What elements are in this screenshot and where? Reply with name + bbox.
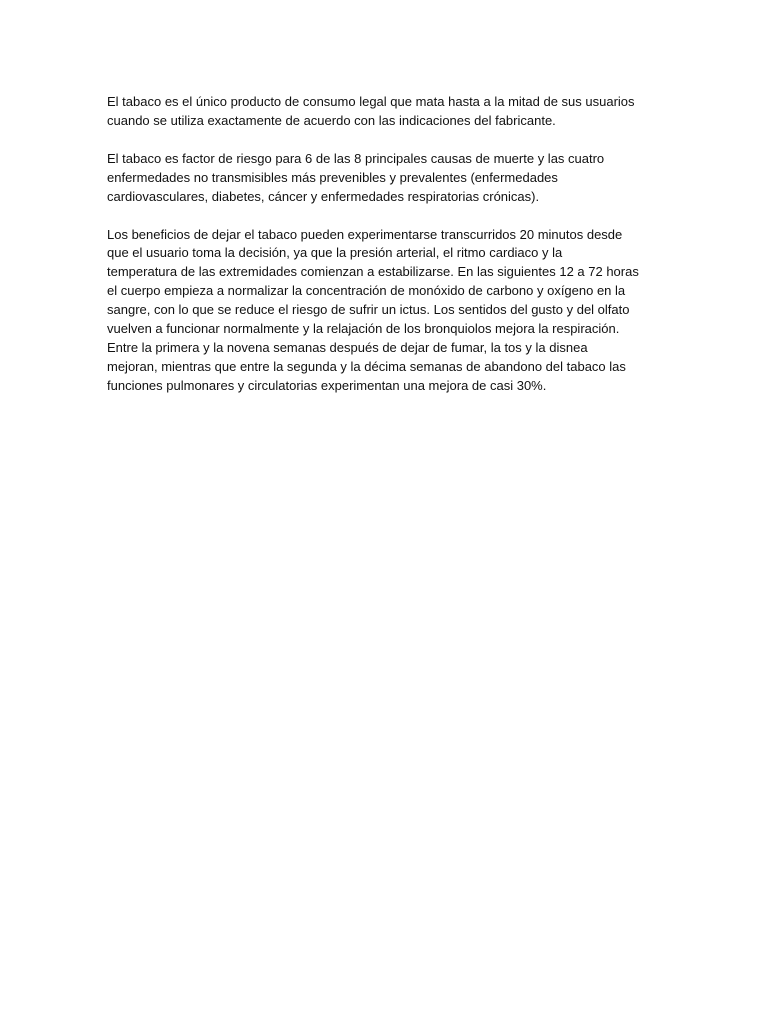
text-line: cardiovasculares, diabetes, cáncer y enfermedades respiratorias crónicas). xyxy=(107,188,540,204)
text-line: El tabaco es factor de riesgo para 6 de las 8 principales causas de muerte y las cuatro xyxy=(107,150,605,166)
text-line: Entre la primera y la novena semanas después de dejar de fumar, la tos y la disnea xyxy=(107,339,588,355)
paragraph-1 xyxy=(107,93,667,131)
text-line: cuando se utiliza exactamente de acuerdo con las indicaciones del fabricante. xyxy=(107,112,556,128)
text-line: funciones pulmonares y circulatorias experimentan una mejora de casi 30%. xyxy=(107,377,547,393)
paragraph-3 xyxy=(107,226,667,396)
text-line: enfermedades no transmisibles más prevenibles y prevalentes (enfermedades xyxy=(107,169,558,185)
text-line: Los beneficios de dejar el tabaco pueden experimentarse transcurridos 20 minutos desde xyxy=(107,226,623,242)
document-body xyxy=(107,93,667,415)
text-line: El tabaco es el único producto de consumo legal que mata hasta a la mitad de sus usuarios xyxy=(107,94,635,109)
text-line: mejoran, mientras que entre la segunda y la décima semanas de abandono del tabaco las xyxy=(107,358,626,374)
paragraph-2 xyxy=(107,150,667,207)
text-line: el cuerpo empieza a normalizar la concentración de monóxido de carbono y oxígeno en la xyxy=(107,283,626,299)
text-line: sangre, con lo que se reduce el riesgo de sufrir un ictus. Los sentidos del gusto y del olfato xyxy=(107,302,630,318)
text-line: vuelven a funcionar normalmente y la relajación de los bronquiolos mejora la respiración. xyxy=(107,321,620,337)
text-line: temperatura de las extremidades comienzan a estabilizarse. En las siguientes 12 a 72 horas xyxy=(107,264,639,280)
text-line: que el usuario toma la decisión, ya que la presión arterial, el ritmo cardiaco y la xyxy=(107,245,563,261)
